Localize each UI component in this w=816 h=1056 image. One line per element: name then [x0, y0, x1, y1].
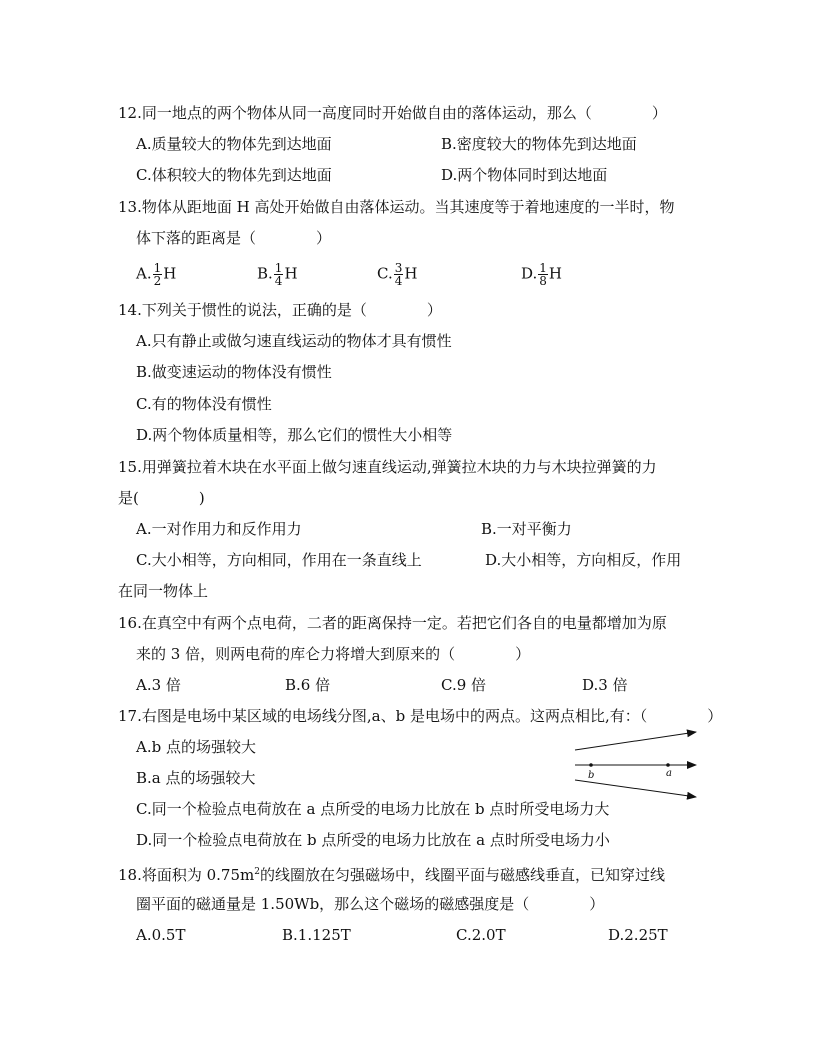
point-b-label: b: [588, 770, 595, 781]
q18-stem-line1: 18.将面积为 $0.75m^2$的线圈放在匀强磁场中，线圈平面与磁感线垂直，已知穿过线: [118, 866, 665, 884]
q15-option-b: B.一对平衡力: [481, 520, 572, 538]
q15-stem-line2: 是( ): [118, 489, 205, 507]
point-a-label: a: [666, 768, 672, 779]
q16-option-b: B.6 倍: [285, 676, 331, 694]
q15-option-c: C.大小相等，方向相同，作用在一条直线上: [136, 551, 422, 569]
q13-option-d: D. $\frac{1}{8}$ H: [521, 261, 562, 288]
q18-option-b: B.1.125T: [282, 926, 351, 944]
q12-option-c: C.体积较大的物体先到达地面: [136, 166, 332, 184]
q18-stem-line2: 圈平面的磁通量是 1.50Wb，那么这个磁场的磁感强度是（ ）: [136, 895, 605, 913]
q16-option-c: C.9 倍: [441, 676, 487, 694]
q17-option-b: B.a 点的场强较大: [136, 769, 256, 787]
field-line-bottom: [575, 780, 696, 797]
q17-stem: 17.右图是电场中某区域的电场线分图,a、b 是电场中的两点。这两点相比,有：（ ）: [118, 707, 723, 725]
q15-stem-line1: 15.用弹簧拉着木块在水平面上做匀速直线运动,弹簧拉木块的力与木块拉弹簧的力: [118, 458, 657, 476]
fraction: $\frac{1}{2}$: [153, 261, 162, 288]
q12-stem: 12.同一地点的两个物体从同一高度同时开始做自由的落体运动，那么（ ）: [118, 104, 667, 122]
q16-stem-line1: 16.在真空中有两个点电荷，二者的距离保持一定。若把它们各自的电量都增加为原: [118, 614, 667, 632]
q12-option-d: D.两个物体同时到达地面: [441, 166, 608, 184]
q13-option-a: A. $\frac{1}{2}$ H: [136, 261, 177, 288]
q13-stem-line2: 体下落的距离是（ ）: [136, 229, 332, 247]
fraction: $\frac{1}{8}$: [539, 261, 547, 288]
point-b-dot: [589, 763, 593, 767]
q15-option-d-line2: 在同一物体上: [118, 582, 209, 600]
q14-stem: 14.下列关于惯性的说法，正确的是（ ）: [118, 301, 442, 319]
q16-option-a: A.3 倍: [136, 676, 181, 694]
q17-option-d: D.同一个检验点电荷放在 b 点所受的电场力比放在 a 点时所受电场力小: [136, 831, 610, 849]
q18-option-d: D.2.25T: [608, 926, 668, 944]
q14-option-c: C.有的物体没有惯性: [136, 395, 272, 413]
q12-option-a: A.质量较大的物体先到达地面: [136, 135, 332, 153]
q13-stem-line1: 13.物体从距地面 H 高处开始做自由落体运动。当其速度等于着地速度的一半时，物: [118, 198, 675, 216]
fraction: $\frac{3}{4}$: [394, 261, 403, 288]
q18-option-c: C.2.0T: [456, 926, 506, 944]
fraction: $\frac{1}{4}$: [274, 261, 283, 288]
q17-option-a: A.b 点的场强较大: [136, 738, 256, 756]
q14-option-a: A.只有静止或做匀速直线运动的物体才具有惯性: [136, 332, 452, 350]
q12-option-b: B.密度较大的物体先到达地面: [441, 135, 637, 153]
q15-option-a: A.一对作用力和反作用力: [136, 520, 302, 538]
point-a-dot: [666, 763, 670, 767]
q17-option-c: C.同一个检验点电荷放在 a 点所受的电场力比放在 b 点时所受电场力大: [136, 800, 610, 818]
q15-option-d-line1: D.大小相等，方向相反，作用: [485, 551, 682, 569]
q16-stem-line2: 来的 3 倍，则两电荷的库仑力将增大到原来的（ ）: [136, 645, 531, 663]
field-line-top: [575, 732, 696, 750]
electric-field-lines-figure: [570, 726, 705, 802]
q16-option-d: D.3 倍: [582, 676, 628, 694]
q14-option-b: B.做变速运动的物体没有惯性: [136, 363, 332, 381]
q13-option-c: C. $\frac{3}{4}$ H: [377, 261, 418, 288]
q14-option-d: D.两个物体质量相等，那么它们的惯性大小相等: [136, 426, 453, 444]
q13-option-b: B. $\frac{1}{4}$ H: [257, 261, 298, 288]
q18-option-a: A.0.5T: [136, 926, 186, 944]
